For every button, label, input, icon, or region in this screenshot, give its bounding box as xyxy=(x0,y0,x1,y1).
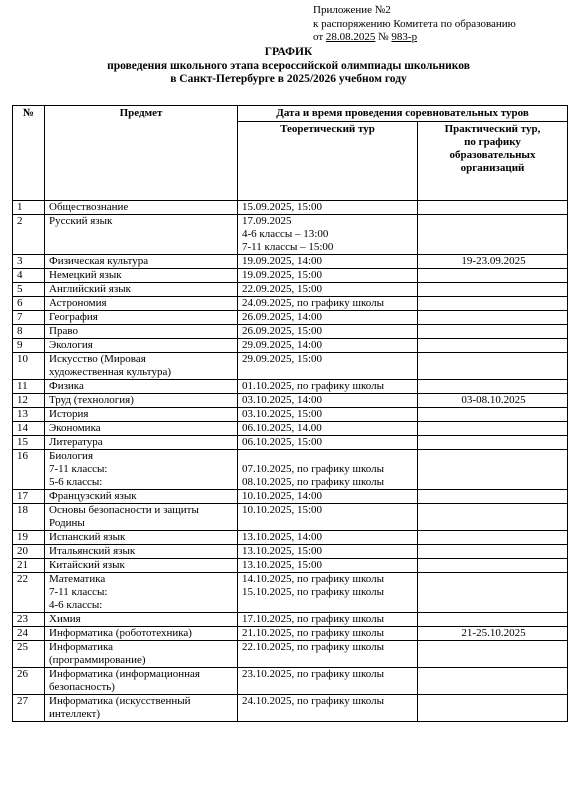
row-theory-date xyxy=(238,269,418,283)
theory-line: 17.09.2025 xyxy=(242,215,292,227)
order-date-line: от 28.08.2025 № 983-р xyxy=(313,31,418,43)
subject-line: Обществознание xyxy=(49,201,129,213)
theory-line: 01.10.2025, по графику школы xyxy=(242,380,384,392)
table-row xyxy=(13,311,568,325)
row-theory-date xyxy=(238,283,418,297)
row-subject xyxy=(45,339,238,353)
subject-line: Информатика (информационная xyxy=(49,668,200,680)
theory-line: 08.10.2025, по графику школы xyxy=(242,476,384,488)
theory-line: 10.10.2025, 14:00 xyxy=(242,490,323,502)
appendix-label: Приложение №2 xyxy=(313,4,391,16)
row-number: 14 xyxy=(13,422,45,436)
row-subject xyxy=(45,559,238,573)
row-theory-date xyxy=(238,353,418,380)
table-row xyxy=(13,490,568,504)
row-practice-date xyxy=(418,450,568,490)
row-practice-date: 21-25.10.2025 xyxy=(418,627,568,641)
row-theory-date xyxy=(238,490,418,504)
row-theory-date xyxy=(238,215,418,255)
row-subject xyxy=(45,422,238,436)
row-number: 4 xyxy=(13,269,45,283)
theory-line: 19.09.2025, 14:00 xyxy=(242,255,323,267)
column-header-practice: Практический тур, по графику образовательных организаций xyxy=(418,122,568,201)
theory-line: 7-11 классы – 15:00 xyxy=(242,241,334,253)
row-subject xyxy=(45,311,238,325)
row-number: 11 xyxy=(13,380,45,394)
subject-line: (программирование) xyxy=(49,654,146,666)
row-practice-date xyxy=(418,559,568,573)
row-number: 9 xyxy=(13,339,45,353)
table-row xyxy=(13,255,568,269)
row-subject xyxy=(45,695,238,722)
theory-line: 26.09.2025, 15:00 xyxy=(242,325,323,337)
row-subject xyxy=(45,380,238,394)
subject-line: Английский язык xyxy=(49,283,131,295)
theory-line: 14.10.2025, по графику школы xyxy=(242,573,384,585)
row-theory-date xyxy=(238,559,418,573)
table-row xyxy=(13,422,568,436)
theory-line: 24.10.2025, по графику школы xyxy=(242,695,384,707)
table-row xyxy=(13,545,568,559)
row-number: 19 xyxy=(13,531,45,545)
table-row xyxy=(13,504,568,531)
subject-line: Итальянский язык xyxy=(49,545,136,557)
row-theory-date xyxy=(238,201,418,215)
row-number: 5 xyxy=(13,283,45,297)
subject-line: Физика xyxy=(49,380,84,392)
row-subject xyxy=(45,613,238,627)
table-row xyxy=(13,641,568,668)
theory-line: 22.09.2025, 15:00 xyxy=(242,283,323,295)
row-practice-date: 19-23.09.2025 xyxy=(418,255,568,269)
title-heading: ГРАФИК xyxy=(264,46,313,58)
table-row xyxy=(13,353,568,380)
table-row xyxy=(13,695,568,722)
order-number: 983-р xyxy=(391,31,418,43)
row-subject xyxy=(45,627,238,641)
table-row xyxy=(13,559,568,573)
row-number: 22 xyxy=(13,573,45,613)
subject-line: Китайский язык xyxy=(49,559,125,571)
column-header-dates: Дата и время проведения соревновательных туров xyxy=(238,106,568,122)
table-row xyxy=(13,436,568,450)
row-practice-date xyxy=(418,490,568,504)
subject-line: художественная культура) xyxy=(49,366,171,378)
row-theory-date xyxy=(238,339,418,353)
theory-line: 29.09.2025, 15:00 xyxy=(242,353,323,365)
table-row xyxy=(13,215,568,255)
document-title xyxy=(0,46,577,87)
row-practice-date: 03-08.10.2025 xyxy=(418,394,568,408)
subject-line: Литература xyxy=(49,436,103,448)
row-practice-date xyxy=(418,695,568,722)
row-number: 18 xyxy=(13,504,45,531)
row-practice-date xyxy=(418,325,568,339)
subject-line: безопасность) xyxy=(49,681,115,693)
title-subheading: проведения школьного этапа всероссийской олимпиады школьников xyxy=(107,59,470,72)
subject-line: Русский язык xyxy=(49,215,113,227)
row-theory-date xyxy=(238,504,418,531)
row-number: 16 xyxy=(13,450,45,490)
subject-line: Труд (технология) xyxy=(49,394,134,406)
subject-line: Немецкий язык xyxy=(49,269,122,281)
row-subject xyxy=(45,545,238,559)
subject-line: Информатика (искусственный xyxy=(49,695,191,707)
table-row xyxy=(13,201,568,215)
row-number: 27 xyxy=(13,695,45,722)
table-row xyxy=(13,531,568,545)
row-number: 2 xyxy=(13,215,45,255)
subject-line: География xyxy=(49,311,98,323)
row-number: 23 xyxy=(13,613,45,627)
table-row xyxy=(13,325,568,339)
theory-line: 29.09.2025, 14:00 xyxy=(242,339,323,351)
row-number: 3 xyxy=(13,255,45,269)
row-subject xyxy=(45,408,238,422)
theory-line: 13.10.2025, 15:00 xyxy=(242,559,323,571)
subject-line: Искусство (Мировая xyxy=(49,353,146,365)
subject-line: Родины xyxy=(49,517,85,529)
row-practice-date xyxy=(418,269,568,283)
table-row xyxy=(13,394,568,408)
row-subject xyxy=(45,297,238,311)
subject-line: Экология xyxy=(49,339,93,351)
table-row xyxy=(13,573,568,613)
row-practice-date xyxy=(418,297,568,311)
row-number: 25 xyxy=(13,641,45,668)
row-number: 10 xyxy=(13,353,45,380)
table-row xyxy=(13,297,568,311)
row-subject xyxy=(45,450,238,490)
theory-line: 13.10.2025, 15:00 xyxy=(242,545,323,557)
row-subject xyxy=(45,531,238,545)
theory-line: 4-6 классы – 13:00 xyxy=(242,228,329,240)
row-theory-date xyxy=(238,436,418,450)
subject-line: Астрономия xyxy=(49,297,107,309)
row-theory-date xyxy=(238,627,418,641)
row-practice-date xyxy=(418,408,568,422)
row-practice-date xyxy=(418,311,568,325)
table-row xyxy=(13,380,568,394)
row-theory-date xyxy=(238,613,418,627)
subject-line: 4-6 классы: xyxy=(49,599,103,611)
row-number: 20 xyxy=(13,545,45,559)
row-subject xyxy=(45,394,238,408)
row-number: 15 xyxy=(13,436,45,450)
row-theory-date xyxy=(238,545,418,559)
row-theory-date xyxy=(238,668,418,695)
order-reference: к распоряжению Комитета по образованию xyxy=(313,17,516,30)
row-number: 8 xyxy=(13,325,45,339)
row-practice-date xyxy=(418,339,568,353)
theory-line: 17.10.2025, по графику школы xyxy=(242,613,384,625)
row-theory-date xyxy=(238,573,418,613)
row-number: 13 xyxy=(13,408,45,422)
row-practice-date xyxy=(418,283,568,297)
subject-line: Основы безопасности и защиты xyxy=(49,504,199,516)
row-number: 24 xyxy=(13,627,45,641)
row-theory-date xyxy=(238,695,418,722)
table-row xyxy=(13,613,568,627)
subject-line: 5-6 классы: xyxy=(49,476,103,488)
table-row xyxy=(13,627,568,641)
table-row xyxy=(13,668,568,695)
subject-line: Французский язык xyxy=(49,490,137,502)
row-subject xyxy=(45,490,238,504)
table-row xyxy=(13,269,568,283)
row-subject xyxy=(45,353,238,380)
row-practice-date xyxy=(418,422,568,436)
theory-line: 03.10.2025, 14:00 xyxy=(242,394,323,406)
subject-line: Физическая культура xyxy=(49,255,149,267)
row-number: 17 xyxy=(13,490,45,504)
row-practice-date xyxy=(418,380,568,394)
subject-line: Испанский язык xyxy=(49,531,126,543)
subject-line: 7-11 классы: xyxy=(49,463,108,475)
row-subject xyxy=(45,269,238,283)
theory-line: 19.09.2025, 15:00 xyxy=(242,269,323,281)
subject-line: Информатика xyxy=(49,641,114,653)
row-theory-date xyxy=(238,531,418,545)
theory-line: 22.10.2025, по графику школы xyxy=(242,641,384,653)
schedule-rows xyxy=(13,201,568,722)
theory-line: 06.10.2025, 15:00 xyxy=(242,436,323,448)
subject-line: Биология xyxy=(49,450,94,462)
column-header-number: № xyxy=(13,106,45,201)
row-practice-date xyxy=(418,641,568,668)
subject-line: Информатика (робототехника) xyxy=(49,627,192,639)
theory-line: 26.09.2025, 14:00 xyxy=(242,311,323,323)
table-row xyxy=(13,450,568,490)
row-practice-date xyxy=(418,436,568,450)
column-header-subject: Предмет xyxy=(45,106,238,201)
row-subject xyxy=(45,325,238,339)
table-row xyxy=(13,339,568,353)
row-practice-date xyxy=(418,613,568,627)
row-theory-date xyxy=(238,394,418,408)
theory-line: 10.10.2025, 15:00 xyxy=(242,504,323,516)
row-number: 7 xyxy=(13,311,45,325)
row-subject xyxy=(45,215,238,255)
table-row xyxy=(13,283,568,297)
row-theory-date xyxy=(238,450,418,490)
row-number: 1 xyxy=(13,201,45,215)
row-subject xyxy=(45,201,238,215)
order-date: 28.08.2025 xyxy=(325,31,376,43)
row-theory-date xyxy=(238,408,418,422)
table-row xyxy=(13,408,568,422)
subject-line: Математика xyxy=(49,573,106,585)
row-number: 26 xyxy=(13,668,45,695)
theory-line xyxy=(242,450,415,463)
row-theory-date xyxy=(238,255,418,269)
row-theory-date xyxy=(238,297,418,311)
row-theory-date xyxy=(238,422,418,436)
row-subject xyxy=(45,255,238,269)
subject-line: 7-11 классы: xyxy=(49,586,108,598)
subject-line: Экономика xyxy=(49,422,101,434)
theory-line: 03.10.2025, 15:00 xyxy=(242,408,323,420)
theory-line: 06.10.2025, 14.00 xyxy=(242,422,322,434)
row-practice-date xyxy=(418,573,568,613)
theory-line: 21.10.2025, по графику школы xyxy=(242,627,384,639)
row-practice-date xyxy=(418,668,568,695)
row-practice-date xyxy=(418,545,568,559)
row-practice-date xyxy=(418,531,568,545)
theory-line: 15.09.2025, 15:00 xyxy=(242,201,323,213)
row-number: 6 xyxy=(13,297,45,311)
theory-line: 15.10.2025, по графику школы xyxy=(242,586,384,598)
column-header-theory: Теоретический тур xyxy=(238,122,418,201)
subject-line: Право xyxy=(49,325,78,337)
schedule-table xyxy=(12,105,568,722)
row-subject xyxy=(45,283,238,297)
theory-line: 23.10.2025, по графику школы xyxy=(242,668,384,680)
row-practice-date xyxy=(418,353,568,380)
document-header xyxy=(313,4,516,45)
row-number: 21 xyxy=(13,559,45,573)
row-subject xyxy=(45,436,238,450)
theory-line: 13.10.2025, 14:00 xyxy=(242,531,323,543)
row-theory-date xyxy=(238,641,418,668)
row-theory-date xyxy=(238,325,418,339)
row-theory-date xyxy=(238,380,418,394)
subject-line: Химия xyxy=(49,613,81,625)
row-practice-date xyxy=(418,504,568,531)
theory-line: 07.10.2025, по графику школы xyxy=(242,463,384,475)
subject-line: интеллект) xyxy=(49,708,100,720)
subject-line: История xyxy=(49,408,89,420)
row-subject xyxy=(45,504,238,531)
theory-line: 24.09.2025, по графику школы xyxy=(242,297,384,309)
row-theory-date xyxy=(238,311,418,325)
row-number: 12 xyxy=(13,394,45,408)
row-subject xyxy=(45,668,238,695)
row-subject xyxy=(45,573,238,613)
row-practice-date xyxy=(418,201,568,215)
title-period: в Санкт-Петербурге в 2025/2026 учебном году xyxy=(170,73,407,85)
row-practice-date xyxy=(418,215,568,255)
row-subject xyxy=(45,641,238,668)
